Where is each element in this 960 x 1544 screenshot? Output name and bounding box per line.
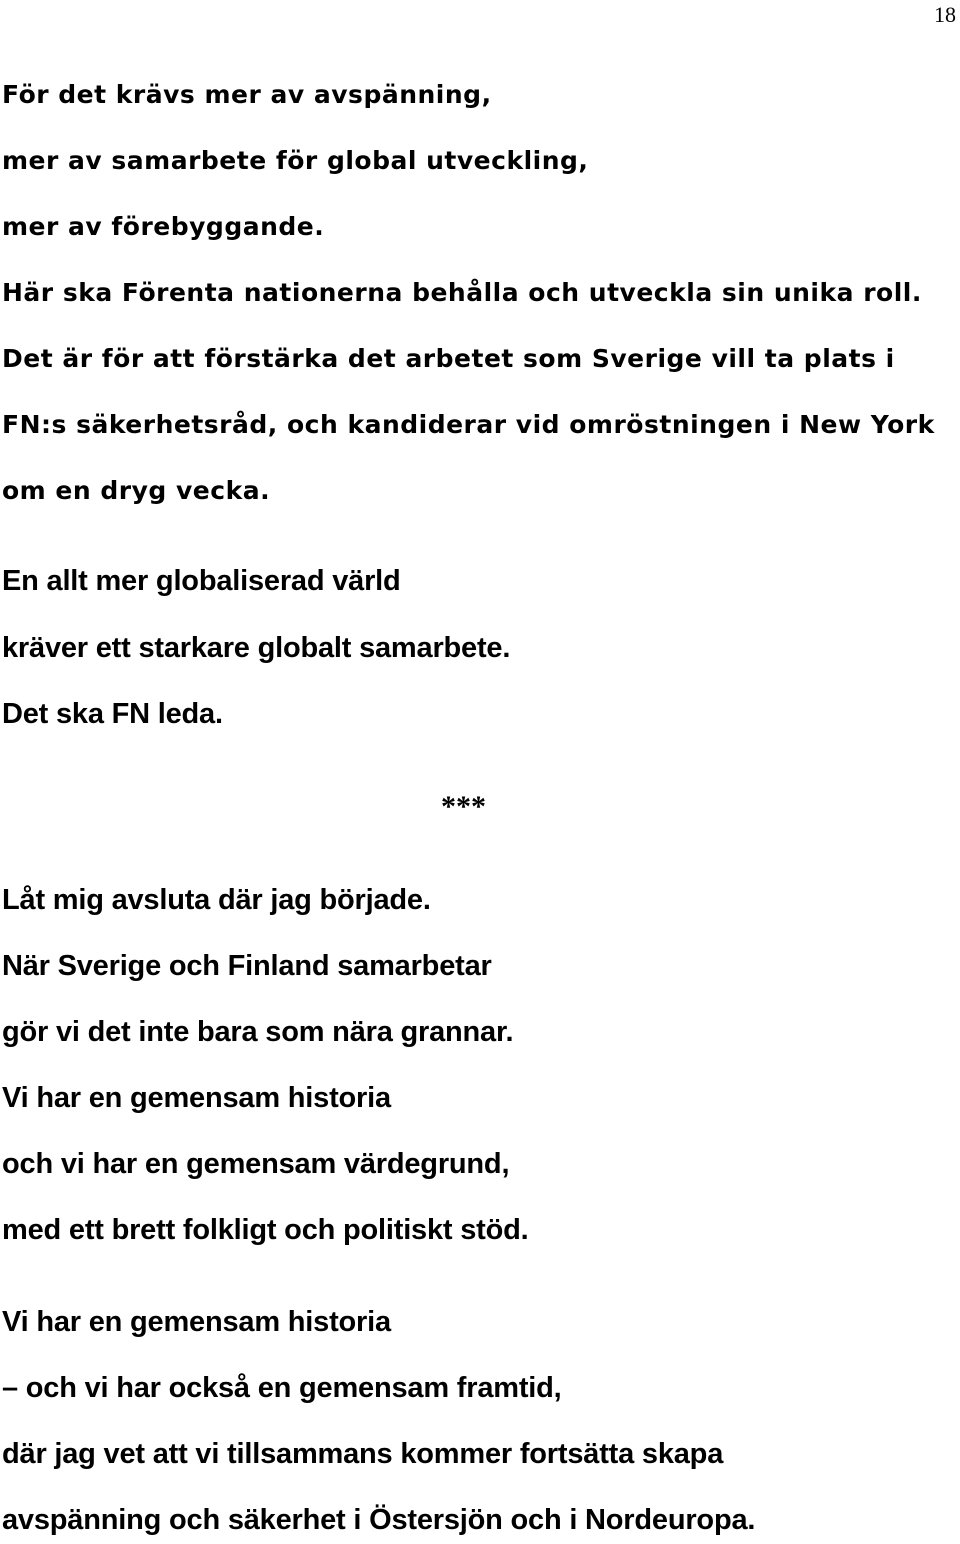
text-line: Det är för att förstärka det arbetet som Sverige vill ta plats i [2,344,895,373]
page-number: 18 [934,2,956,27]
text-line: med ett brett folkligt och politiskt stöd. [2,1214,529,1246]
text-line: mer av samarbete för global utveckling, [2,146,589,175]
text-line: En allt mer globaliserad värld [2,565,401,597]
text-line: Det ska FN leda. [2,698,223,730]
text-line: gör vi det inte bara som nära grannar. [2,1016,514,1048]
text-line: avspänning och säkerhet i Östersjön och i Nordeuropa. [2,1504,756,1536]
section-separator: *** [441,790,486,823]
text-line: och vi har en gemensam värdegrund, [2,1148,510,1180]
text-line: FN:s säkerhetsråd, och kandiderar vid omröstningen i New York [2,410,935,439]
text-line: Här ska Förenta nationerna behålla och utveckla sin unika roll. [2,278,922,307]
text-line: där jag vet att vi tillsammans kommer fortsätta skapa [2,1438,724,1470]
text-line: – och vi har också en gemensam framtid, [2,1372,562,1404]
text-line: Vi har en gemensam historia [2,1306,391,1338]
text-line: Vi har en gemensam historia [2,1082,391,1114]
text-line: kräver ett starkare globalt samarbete. [2,632,511,664]
text-line: mer av förebyggande. [2,212,325,241]
text-line: När Sverige och Finland samarbetar [2,950,492,982]
text-line: Låt mig avsluta där jag började. [2,884,431,916]
text-line: För det krävs mer av avspänning, [2,80,492,109]
text-line: om en dryg vecka. [2,476,271,505]
